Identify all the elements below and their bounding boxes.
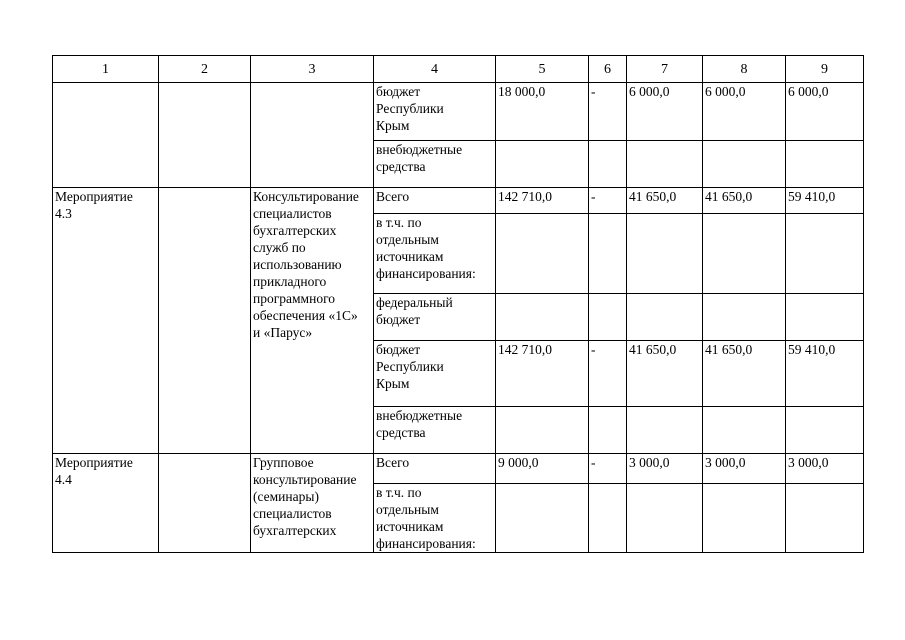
value-cell-9: 59 410,0 — [786, 188, 864, 214]
col-header-3: 3 — [251, 56, 374, 83]
value-cell-7: 41 650,0 — [627, 341, 703, 407]
funding-source-cell: внебюджетные средства — [374, 141, 496, 188]
value-cell-7 — [627, 407, 703, 454]
funding-source-cell: бюджет Республики Крым — [374, 341, 496, 407]
value-cell-7 — [627, 214, 703, 294]
funding-source-cell: Всего — [374, 188, 496, 214]
value-cell-9 — [786, 484, 864, 553]
value-cell-9 — [786, 407, 864, 454]
value-cell-5: 18 000,0 — [496, 83, 589, 141]
column-number-row — [53, 56, 864, 83]
col-header-5: 5 — [496, 56, 589, 83]
value-cell-6: - — [589, 341, 627, 407]
value-cell-7 — [627, 484, 703, 553]
col-header-9: 9 — [786, 56, 864, 83]
value-cell-7: 3 000,0 — [627, 454, 703, 484]
value-cell-8 — [703, 484, 786, 553]
value-cell-8 — [703, 407, 786, 454]
value-cell-6 — [589, 407, 627, 454]
funding-source-cell: федеральный бюджет — [374, 294, 496, 341]
value-cell-6 — [589, 294, 627, 341]
value-cell-8 — [703, 294, 786, 341]
value-cell-6: - — [589, 83, 627, 141]
value-cell-8 — [703, 214, 786, 294]
funding-source-cell: Всего — [374, 454, 496, 484]
value-cell-9 — [786, 214, 864, 294]
value-cell-8: 41 650,0 — [703, 341, 786, 407]
col-header-1: 1 — [53, 56, 159, 83]
value-cell-6: - — [589, 188, 627, 214]
col-header-6: 6 — [589, 56, 627, 83]
value-cell-9: 6 000,0 — [786, 83, 864, 141]
description-cell — [251, 83, 374, 188]
value-cell-8: 41 650,0 — [703, 188, 786, 214]
value-cell-8: 3 000,0 — [703, 454, 786, 484]
value-cell-6: - — [589, 454, 627, 484]
funding-source-cell: внебюджетные средства — [374, 407, 496, 454]
value-cell-5: 9 000,0 — [496, 454, 589, 484]
value-cell-5 — [496, 407, 589, 454]
value-cell-5 — [496, 484, 589, 553]
value-cell-7 — [627, 294, 703, 341]
value-cell-9: 59 410,0 — [786, 341, 864, 407]
measure-name-cell: Мероприятие 4.3 — [53, 188, 159, 454]
funding-source-cell: в т.ч. по отдельным источникам финансирования: — [374, 484, 496, 553]
table-row — [53, 83, 864, 141]
value-cell-6 — [589, 214, 627, 294]
value-cell-8 — [703, 141, 786, 188]
value-cell-5 — [496, 141, 589, 188]
measure-name-cell — [53, 83, 159, 188]
value-cell-6 — [589, 141, 627, 188]
funding-source-cell: в т.ч. по отдельным источникам финансирования: — [374, 214, 496, 294]
col-header-2: 2 — [159, 56, 251, 83]
col2-cell — [159, 83, 251, 188]
value-cell-6 — [589, 484, 627, 553]
description-cell: Групповое консультирование (семинары) специалистов бухгалтерских — [251, 454, 374, 553]
value-cell-9: 3 000,0 — [786, 454, 864, 484]
col2-cell — [159, 454, 251, 553]
financing-table — [52, 55, 864, 553]
funding-source-cell: бюджет Республики Крым — [374, 83, 496, 141]
col2-cell — [159, 188, 251, 454]
description-cell: Консультирование специалистов бухгалтерских служб по использованию прикладного программного обеспечения «1С» и «Парус» — [251, 188, 374, 454]
measure-name-cell: Мероприятие 4.4 — [53, 454, 159, 553]
value-cell-5: 142 710,0 — [496, 188, 589, 214]
value-cell-7: 41 650,0 — [627, 188, 703, 214]
value-cell-9 — [786, 141, 864, 188]
col-header-4: 4 — [374, 56, 496, 83]
value-cell-7: 6 000,0 — [627, 83, 703, 141]
value-cell-5: 142 710,0 — [496, 341, 589, 407]
table-row — [53, 454, 864, 484]
value-cell-5 — [496, 294, 589, 341]
value-cell-9 — [786, 294, 864, 341]
value-cell-8: 6 000,0 — [703, 83, 786, 141]
col-header-7: 7 — [627, 56, 703, 83]
table-row — [53, 188, 864, 214]
col-header-8: 8 — [703, 56, 786, 83]
value-cell-5 — [496, 214, 589, 294]
value-cell-7 — [627, 141, 703, 188]
